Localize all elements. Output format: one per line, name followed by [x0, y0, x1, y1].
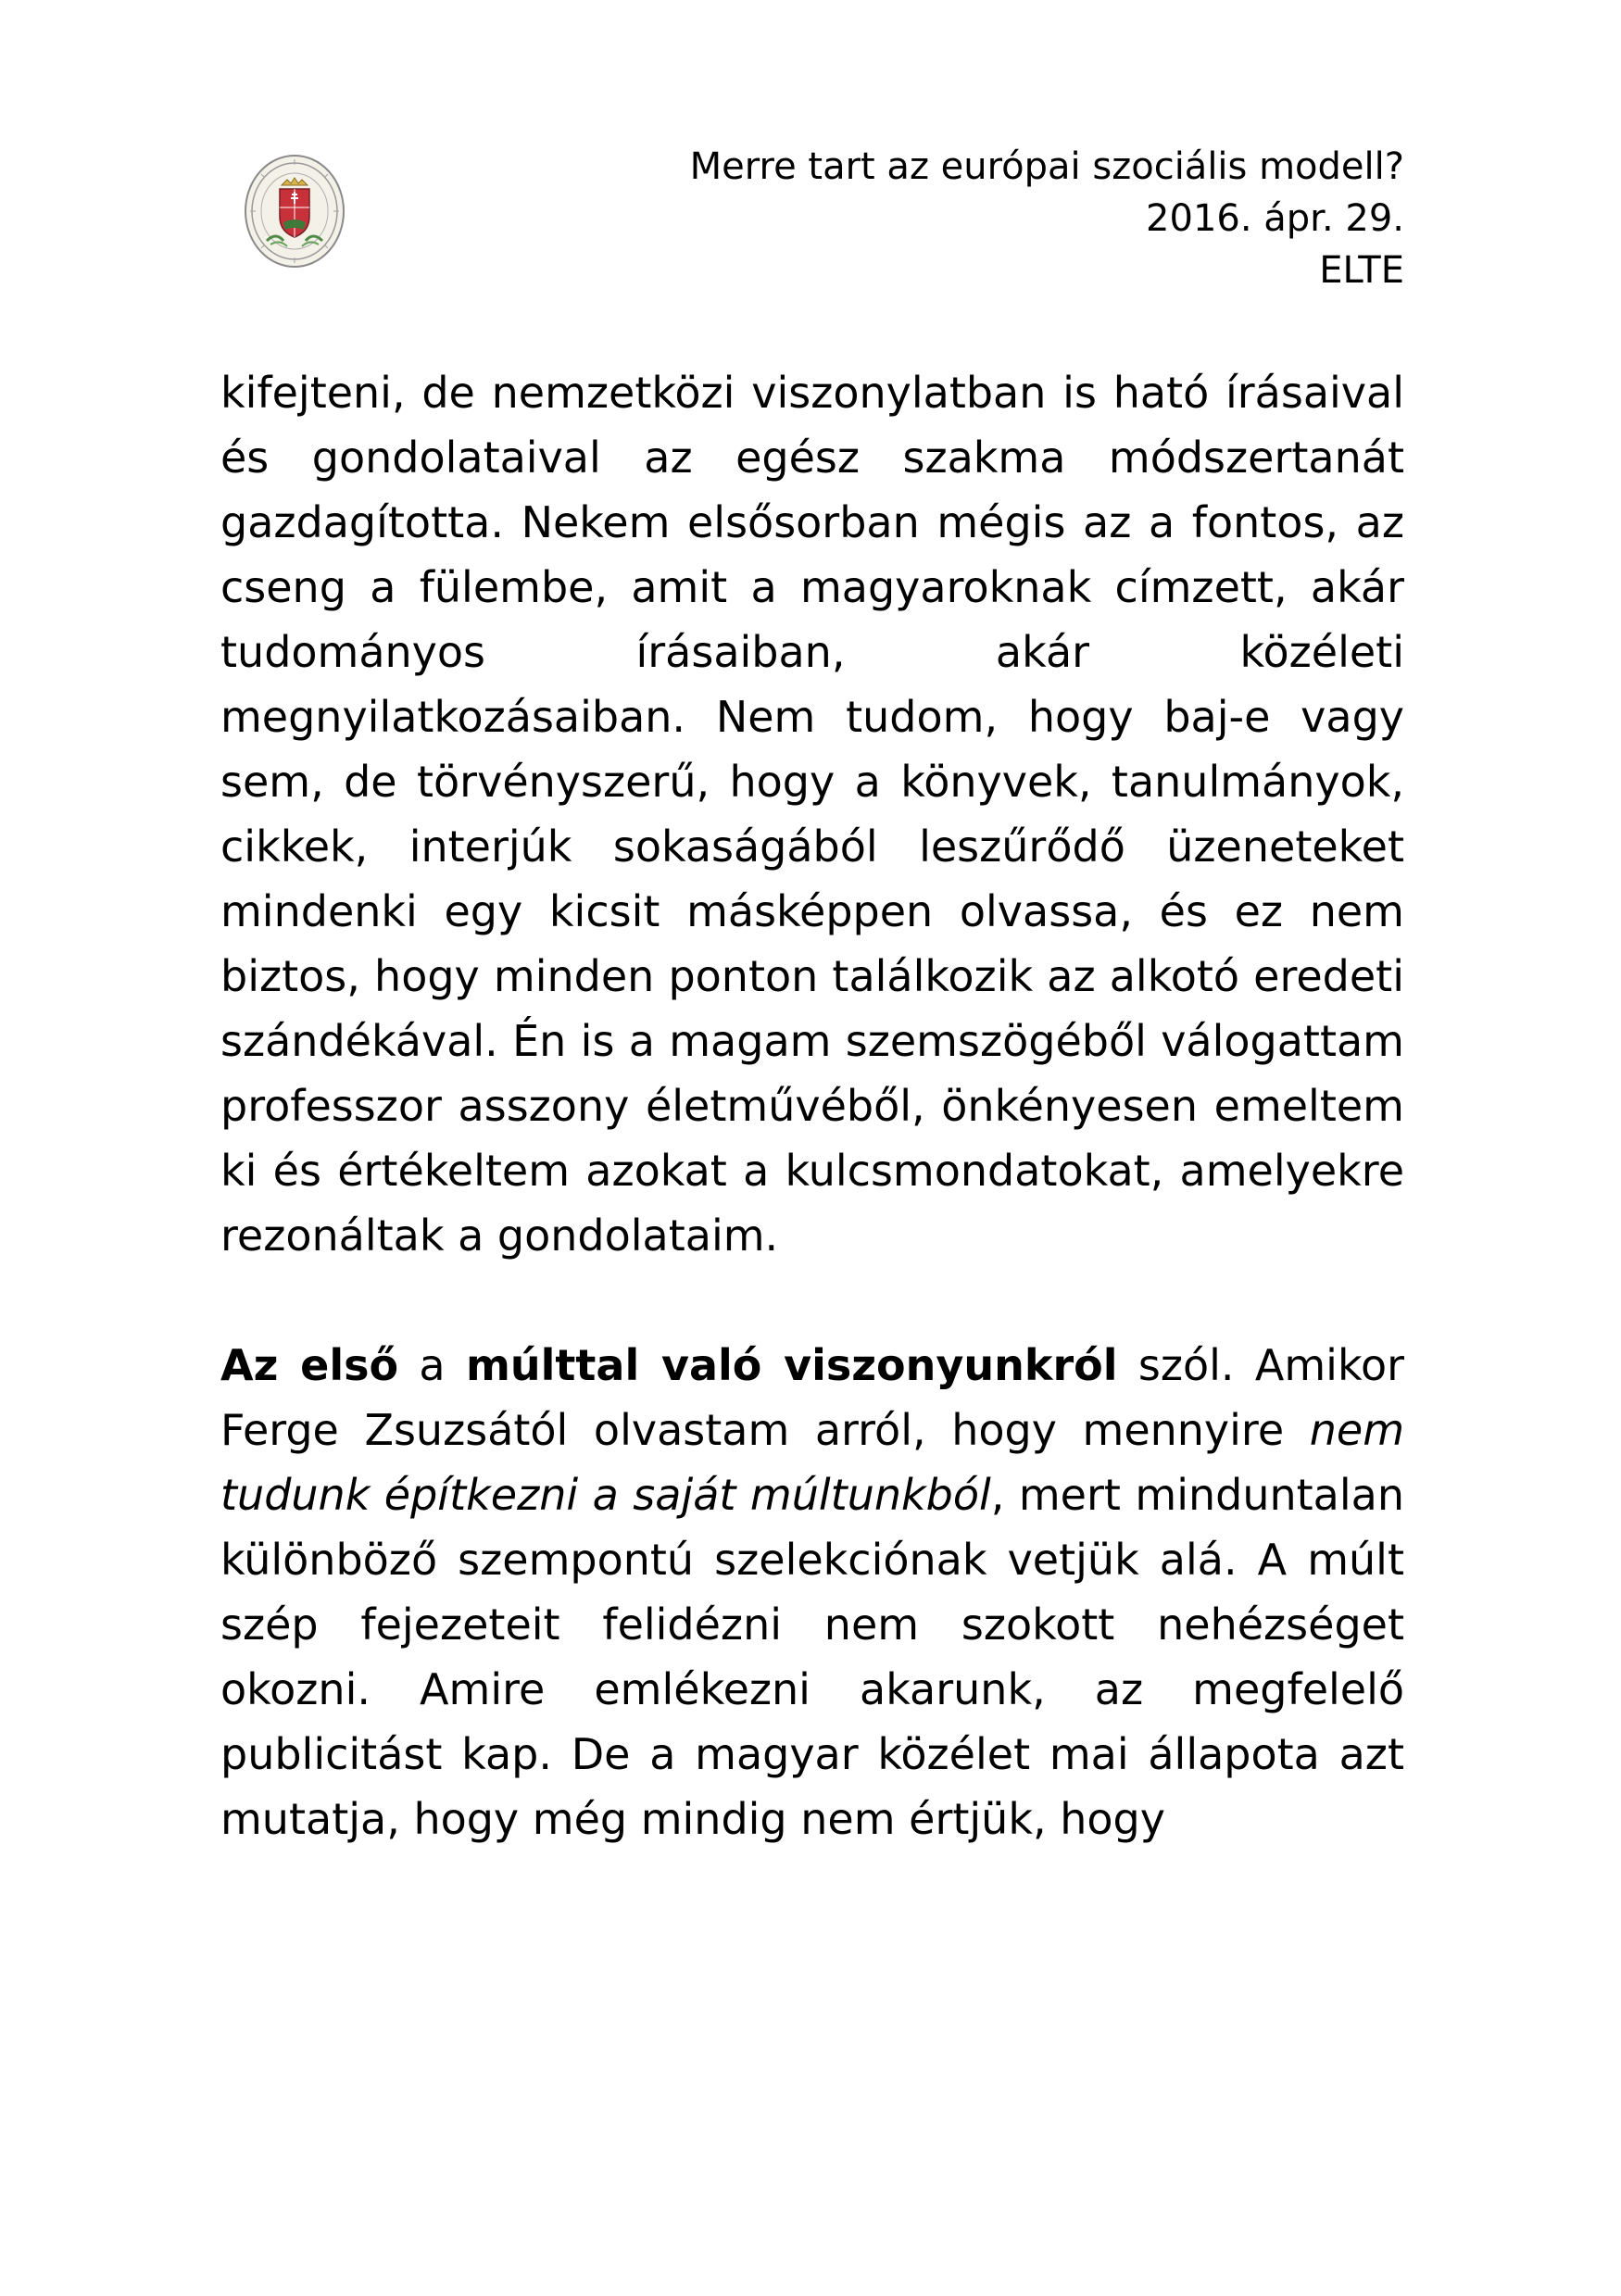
bold-phrase-first: Az első [220, 1340, 399, 1390]
university-seal-icon [243, 152, 346, 270]
body-text [220, 360, 1404, 1851]
paragraph-2-text-2: szól. Amikor Ferge Zsuzsától olvastam arról, hogy mennyire [220, 1340, 1405, 1455]
header-title: Merre tart az európai szociális modell? [689, 145, 1404, 188]
bold-phrase-past: múlttal való viszonyunkról [465, 1340, 1118, 1390]
paragraph-2-text-3: , mert minduntalan különböző szempontú szelekciónak vetjük alá. A múlt szép fejezeteit felidézni nem szokott nehézséget okozni. Amire emlékezni akarunk, az megfelelő publicitást kap. De a magyar közélet mai állapota azt mutatja, hogy még mindig nem értjük, hogy [220, 1470, 1404, 1844]
header-institution: ELTE [1319, 249, 1404, 292]
document-header [690, 141, 1404, 296]
italic-quote: nem tudunk építkezni a saját múltunkból [220, 1405, 1404, 1520]
paragraph-1: kifejteni, de nemzetközi viszonylatban is ható írásaival és gondolataival az egész szakma módszertanát gazdagította. Nekem elsősorban mégis az a fontos, az cseng a fülembe, amit a magyaroknak címzett, akár tudományos írásaiban, akár közéleti megnyilatkozásaiban. Nem tudom, hogy baj-e vagy sem, de törvényszerű, hogy a könyvek, tanulmányok, cikkek, interjúk sokaságából leszűrődő üzeneteket mindenki egy kicsit másképpen olvassa, és ez nem biztos, hogy minden ponton találkozik az alkotó eredeti szándékával. Én is a magam szemszögéből válogattam professzor asszony életművéből, önkényesen emeltem ki és értékeltem azokat a kulcsmondatokat, amelyekre rezonáltak a gondolataim. [220, 368, 1404, 1261]
paragraph-2-text-1: a [398, 1340, 466, 1390]
header-date: 2016. ápr. 29. [1146, 197, 1404, 240]
paragraph-2 [220, 1333, 1404, 1851]
